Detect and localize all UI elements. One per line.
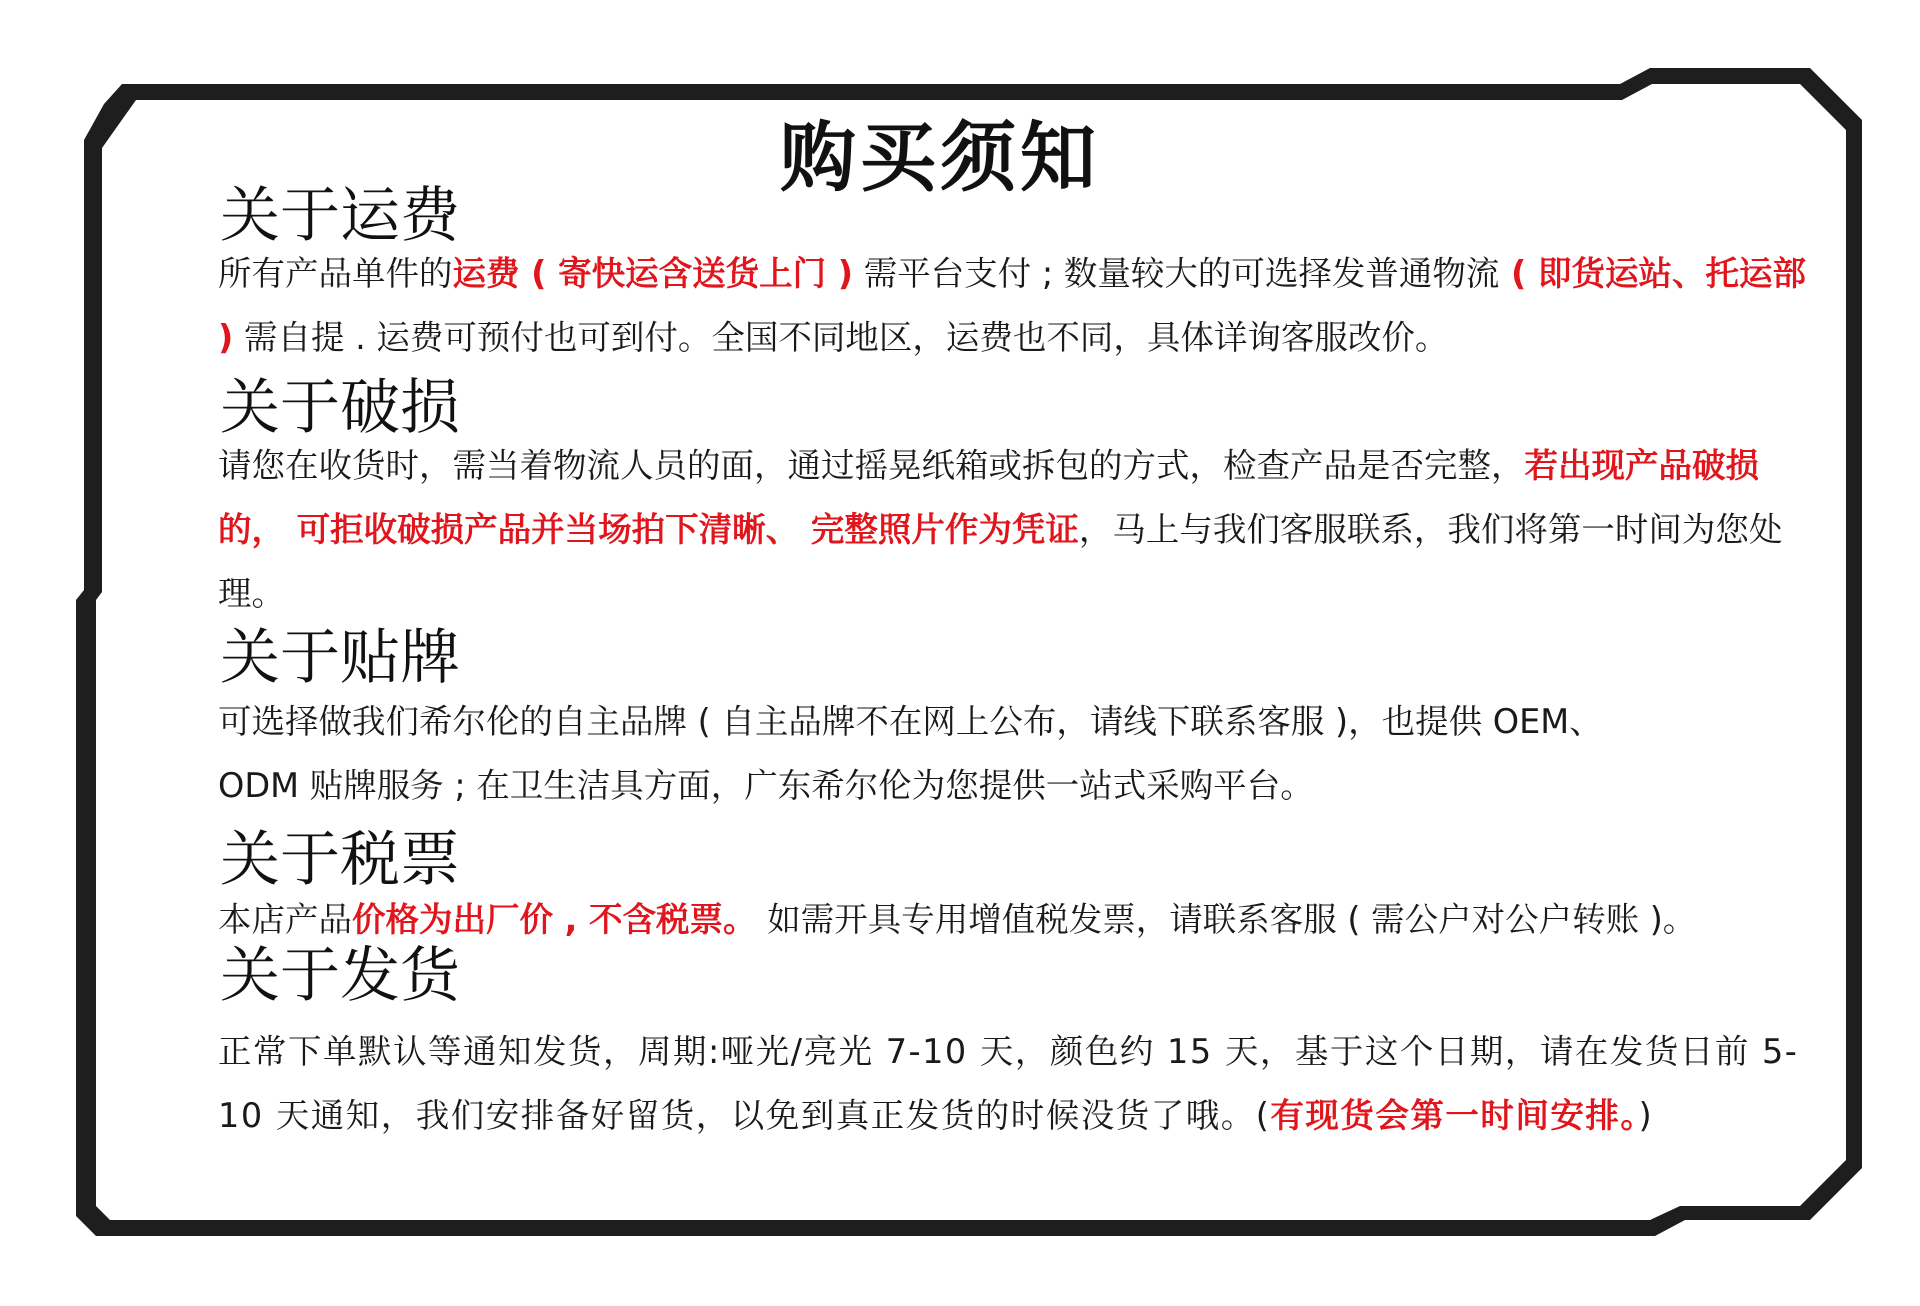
text-segment: 如需开具专用增值税发票，请联系客服 ( 需公户对公户转账 )。 (756, 900, 1697, 939)
text-segment: 本店产品 (218, 900, 352, 939)
text-line: ODM 贴牌服务 ; 在卫生洁具方面，广东希尔伦为您提供一站式采购平台。 (218, 766, 1314, 805)
text-segment: 需自提 . 运费可预付也可到付。全国不同地区，运费也不同，具体详询客服改价。 (233, 318, 1449, 357)
section-body-shipping (218, 242, 1818, 370)
section-body-delivery (218, 1020, 1818, 1148)
section-heading-shipping: 关于运费 (220, 181, 460, 251)
text-segment: 请您在收货时，需当着物流人员的面，通过摇晃纸箱或拆包的方式，检查产品是否完整， (218, 446, 1525, 485)
highlight-segment: 运费 ( 寄快运含送货上门 ) (452, 254, 854, 293)
section-heading-branding: 关于贴牌 (220, 623, 460, 693)
text-segment: 所有产品单件的 (218, 254, 453, 293)
text-line: 可选择做我们希尔伦的自主品牌 ( 自主品牌不在网上公布，请线下联系客服 )，也提供 OEM、 (218, 702, 1603, 741)
section-body-branding (218, 690, 1818, 818)
text-segment: 正常下单默认等通知发货，周期:哑光/亮光 7-10 天，颜色约 15 天，基于这个日期，请在发货日前 5-10 天通知，我们安排备好留货，以免到真正发货的时候没货了哦。( (218, 1032, 1799, 1135)
highlight-segment: ( 即货运站、托运部 ) (218, 254, 1806, 357)
page-title: 购买须知 (780, 113, 1100, 202)
section-body-damage (218, 434, 1818, 626)
text-segment: ) (1638, 1096, 1654, 1135)
highlight-segment: 价格为出厂价 , 不含税票。 (352, 900, 757, 939)
highlight-segment: 有现货会第一时间安排。 (1270, 1096, 1639, 1135)
section-heading-delivery: 关于发货 (220, 941, 460, 1011)
section-heading-damage: 关于破损 (220, 373, 460, 443)
section-heading-invoice: 关于税票 (220, 825, 460, 895)
text-segment: ，马上与我们客服联系，我们将第一时间为您处理。 (218, 510, 1783, 613)
highlight-segment: 若出现产品破损的， 可拒收破损产品并当场拍下清晰、 完整照片作为凭证 (218, 446, 1759, 549)
text-segment: 需平台支付 ; 数量较大的可选择发普通物流 (853, 254, 1500, 293)
